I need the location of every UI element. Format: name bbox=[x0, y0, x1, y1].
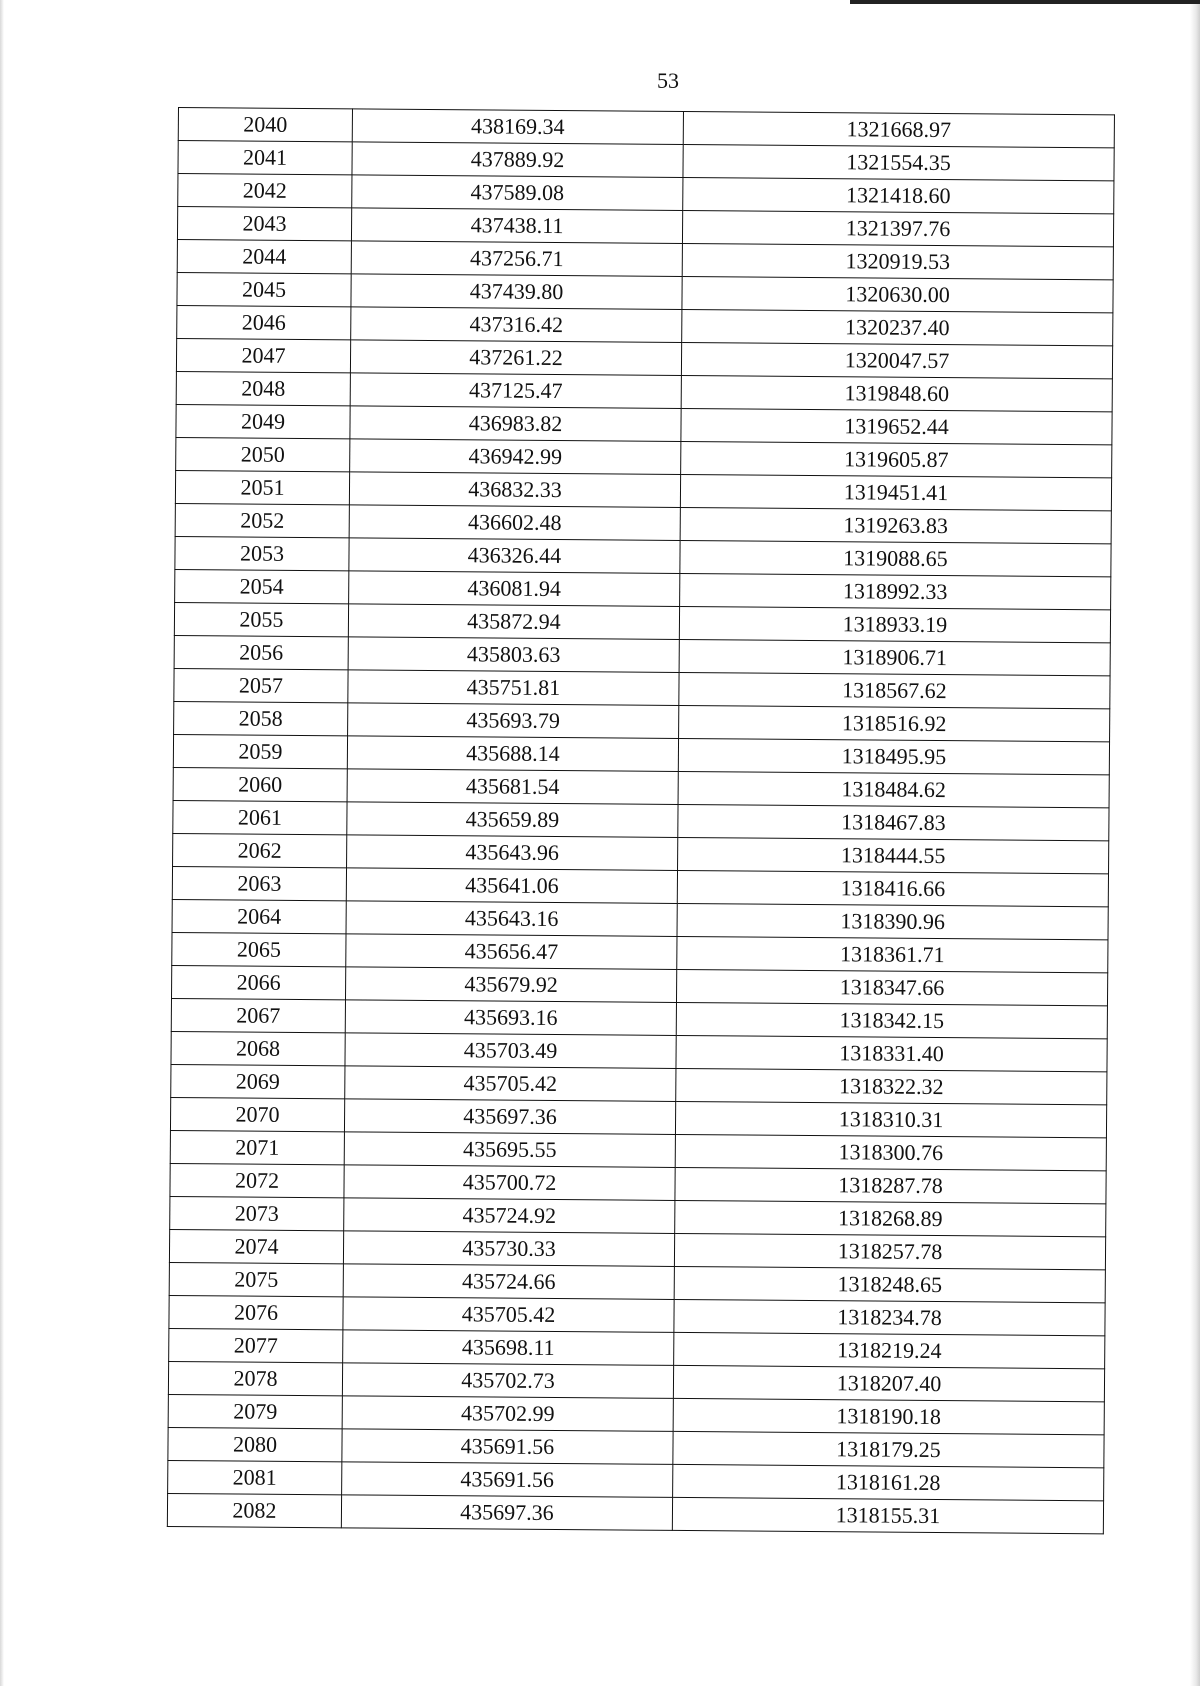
x-coordinate-cell: 436983.82 bbox=[350, 406, 681, 442]
x-coordinate-cell: 436326.44 bbox=[349, 538, 680, 574]
point-id-cell: 2041 bbox=[178, 141, 352, 175]
y-coordinate-cell: 1318467.83 bbox=[678, 804, 1109, 840]
x-coordinate-cell: 435695.55 bbox=[344, 1132, 675, 1168]
point-id-cell: 2078 bbox=[168, 1361, 342, 1395]
x-coordinate-cell: 435724.66 bbox=[343, 1264, 674, 1300]
y-coordinate-cell: 1321668.97 bbox=[683, 111, 1114, 147]
x-coordinate-cell: 435872.94 bbox=[348, 604, 679, 640]
point-id-cell: 2046 bbox=[177, 305, 351, 339]
y-coordinate-cell: 1319605.87 bbox=[681, 441, 1112, 477]
y-coordinate-cell: 1321554.35 bbox=[683, 144, 1114, 180]
x-coordinate-cell: 436081.94 bbox=[349, 571, 680, 607]
y-coordinate-cell: 1318287.78 bbox=[675, 1167, 1106, 1203]
point-id-cell: 2053 bbox=[175, 536, 349, 570]
y-coordinate-cell: 1318992.33 bbox=[680, 573, 1111, 609]
point-id-cell: 2043 bbox=[177, 207, 351, 241]
x-coordinate-cell: 437889.92 bbox=[352, 142, 683, 178]
point-id-cell: 2051 bbox=[175, 470, 349, 504]
point-id-cell: 2054 bbox=[175, 569, 349, 603]
x-coordinate-cell: 437316.42 bbox=[351, 307, 682, 343]
x-coordinate-cell: 435702.99 bbox=[342, 1396, 673, 1432]
point-id-cell: 2066 bbox=[171, 965, 345, 999]
point-id-cell: 2059 bbox=[173, 734, 347, 768]
y-coordinate-cell: 1318268.89 bbox=[675, 1200, 1106, 1236]
point-id-cell: 2073 bbox=[170, 1196, 344, 1230]
x-coordinate-cell: 435643.16 bbox=[346, 901, 677, 937]
point-id-cell: 2070 bbox=[170, 1097, 344, 1131]
point-id-cell: 2075 bbox=[169, 1262, 343, 1296]
x-coordinate-cell: 435702.73 bbox=[342, 1363, 673, 1399]
coordinate-table-body bbox=[167, 108, 1114, 1534]
x-coordinate-cell: 437589.08 bbox=[352, 175, 683, 211]
y-coordinate-cell: 1318155.31 bbox=[672, 1497, 1103, 1533]
x-coordinate-cell: 435697.36 bbox=[344, 1099, 675, 1135]
x-coordinate-cell: 435703.49 bbox=[345, 1033, 676, 1069]
x-coordinate-cell: 435730.33 bbox=[343, 1231, 674, 1267]
point-id-cell: 2052 bbox=[175, 503, 349, 537]
point-id-cell: 2056 bbox=[174, 635, 348, 669]
x-coordinate-cell: 438169.34 bbox=[352, 109, 683, 145]
point-id-cell: 2067 bbox=[171, 998, 345, 1032]
x-coordinate-cell: 436602.48 bbox=[349, 505, 680, 541]
y-coordinate-cell: 1318161.28 bbox=[673, 1464, 1104, 1500]
coordinate-table-container bbox=[167, 107, 1114, 1534]
y-coordinate-cell: 1319848.60 bbox=[681, 375, 1112, 411]
x-coordinate-cell: 437438.11 bbox=[351, 208, 682, 244]
top-rule bbox=[850, 0, 1200, 4]
x-coordinate-cell: 435693.79 bbox=[348, 703, 679, 739]
y-coordinate-cell: 1318190.18 bbox=[673, 1398, 1104, 1434]
point-id-cell: 2044 bbox=[177, 239, 351, 273]
scan-edge-left bbox=[0, 0, 4, 1686]
y-coordinate-cell: 1320630.00 bbox=[682, 276, 1113, 312]
x-coordinate-cell: 435688.14 bbox=[347, 736, 678, 772]
x-coordinate-cell: 435656.47 bbox=[346, 934, 677, 970]
point-id-cell: 2081 bbox=[168, 1460, 342, 1494]
y-coordinate-cell: 1318342.15 bbox=[676, 1002, 1107, 1038]
y-coordinate-cell: 1320047.57 bbox=[681, 342, 1112, 378]
x-coordinate-cell: 435679.92 bbox=[345, 967, 676, 1003]
x-coordinate-cell: 435724.92 bbox=[344, 1198, 675, 1234]
x-coordinate-cell: 437125.47 bbox=[350, 373, 681, 409]
y-coordinate-cell: 1318347.66 bbox=[676, 969, 1107, 1005]
y-coordinate-cell: 1318331.40 bbox=[676, 1035, 1107, 1071]
y-coordinate-cell: 1318310.31 bbox=[675, 1101, 1106, 1137]
x-coordinate-cell: 435751.81 bbox=[348, 670, 679, 706]
y-coordinate-cell: 1318906.71 bbox=[679, 639, 1110, 675]
table-row bbox=[167, 1493, 1103, 1533]
y-coordinate-cell: 1318484.62 bbox=[678, 771, 1109, 807]
point-id-cell: 2047 bbox=[176, 338, 350, 372]
y-coordinate-cell: 1319088.65 bbox=[680, 540, 1111, 576]
point-id-cell: 2082 bbox=[167, 1493, 341, 1527]
x-coordinate-cell: 435705.42 bbox=[345, 1066, 676, 1102]
point-id-cell: 2063 bbox=[172, 866, 346, 900]
point-id-cell: 2049 bbox=[176, 404, 350, 438]
y-coordinate-cell: 1321397.76 bbox=[682, 210, 1113, 246]
x-coordinate-cell: 436832.33 bbox=[349, 472, 680, 508]
page-number: 53 bbox=[657, 68, 679, 93]
x-coordinate-cell: 437261.22 bbox=[350, 340, 681, 376]
point-id-cell: 2072 bbox=[170, 1163, 344, 1197]
point-id-cell: 2079 bbox=[168, 1394, 342, 1428]
point-id-cell: 2074 bbox=[169, 1229, 343, 1263]
x-coordinate-cell: 435700.72 bbox=[344, 1165, 675, 1201]
y-coordinate-cell: 1318248.65 bbox=[674, 1266, 1105, 1302]
y-coordinate-cell: 1318219.24 bbox=[674, 1332, 1105, 1368]
y-coordinate-cell: 1318207.40 bbox=[673, 1365, 1104, 1401]
x-coordinate-cell: 435691.56 bbox=[342, 1462, 673, 1498]
scan-edge-right bbox=[1190, 0, 1200, 1686]
y-coordinate-cell: 1318361.71 bbox=[677, 936, 1108, 972]
point-id-cell: 2069 bbox=[171, 1064, 345, 1098]
x-coordinate-cell: 435698.11 bbox=[343, 1330, 674, 1366]
coordinate-table bbox=[167, 107, 1115, 1534]
point-id-cell: 2048 bbox=[176, 371, 350, 405]
y-coordinate-cell: 1318933.19 bbox=[679, 606, 1110, 642]
x-coordinate-cell: 435691.56 bbox=[342, 1429, 673, 1465]
x-coordinate-cell: 435705.42 bbox=[343, 1297, 674, 1333]
y-coordinate-cell: 1318567.62 bbox=[679, 672, 1110, 708]
point-id-cell: 2062 bbox=[173, 833, 347, 867]
y-coordinate-cell: 1318322.32 bbox=[676, 1068, 1107, 1104]
y-coordinate-cell: 1318234.78 bbox=[674, 1299, 1105, 1335]
y-coordinate-cell: 1318300.76 bbox=[675, 1134, 1106, 1170]
y-coordinate-cell: 1318495.95 bbox=[678, 738, 1109, 774]
y-coordinate-cell: 1319451.41 bbox=[680, 474, 1111, 510]
x-coordinate-cell: 435697.36 bbox=[341, 1495, 672, 1531]
y-coordinate-cell: 1319652.44 bbox=[681, 408, 1112, 444]
point-id-cell: 2057 bbox=[174, 668, 348, 702]
point-id-cell: 2068 bbox=[171, 1031, 345, 1065]
point-id-cell: 2076 bbox=[169, 1295, 343, 1329]
point-id-cell: 2064 bbox=[172, 899, 346, 933]
point-id-cell: 2045 bbox=[177, 272, 351, 306]
y-coordinate-cell: 1318444.55 bbox=[678, 837, 1109, 873]
point-id-cell: 2050 bbox=[176, 437, 350, 471]
point-id-cell: 2080 bbox=[168, 1427, 342, 1461]
y-coordinate-cell: 1321418.60 bbox=[683, 177, 1114, 213]
point-id-cell: 2065 bbox=[172, 932, 346, 966]
point-id-cell: 2040 bbox=[178, 108, 352, 142]
x-coordinate-cell: 435693.16 bbox=[345, 1000, 676, 1036]
x-coordinate-cell: 435641.06 bbox=[346, 868, 677, 904]
y-coordinate-cell: 1319263.83 bbox=[680, 507, 1111, 543]
point-id-cell: 2058 bbox=[174, 701, 348, 735]
x-coordinate-cell: 435803.63 bbox=[348, 637, 679, 673]
point-id-cell: 2071 bbox=[170, 1130, 344, 1164]
point-id-cell: 2077 bbox=[169, 1328, 343, 1362]
point-id-cell: 2042 bbox=[178, 174, 352, 208]
y-coordinate-cell: 1318179.25 bbox=[673, 1431, 1104, 1467]
x-coordinate-cell: 437439.80 bbox=[351, 274, 682, 310]
y-coordinate-cell: 1318390.96 bbox=[677, 903, 1108, 939]
x-coordinate-cell: 435659.89 bbox=[347, 802, 678, 838]
x-coordinate-cell: 436942.99 bbox=[350, 439, 681, 475]
x-coordinate-cell: 435681.54 bbox=[347, 769, 678, 805]
point-id-cell: 2061 bbox=[173, 800, 347, 834]
y-coordinate-cell: 1318416.66 bbox=[677, 870, 1108, 906]
point-id-cell: 2055 bbox=[174, 602, 348, 636]
x-coordinate-cell: 437256.71 bbox=[351, 241, 682, 277]
point-id-cell: 2060 bbox=[173, 767, 347, 801]
y-coordinate-cell: 1318516.92 bbox=[679, 705, 1110, 741]
y-coordinate-cell: 1318257.78 bbox=[674, 1233, 1105, 1269]
y-coordinate-cell: 1320919.53 bbox=[682, 243, 1113, 279]
x-coordinate-cell: 435643.96 bbox=[347, 835, 678, 871]
y-coordinate-cell: 1320237.40 bbox=[682, 309, 1113, 345]
